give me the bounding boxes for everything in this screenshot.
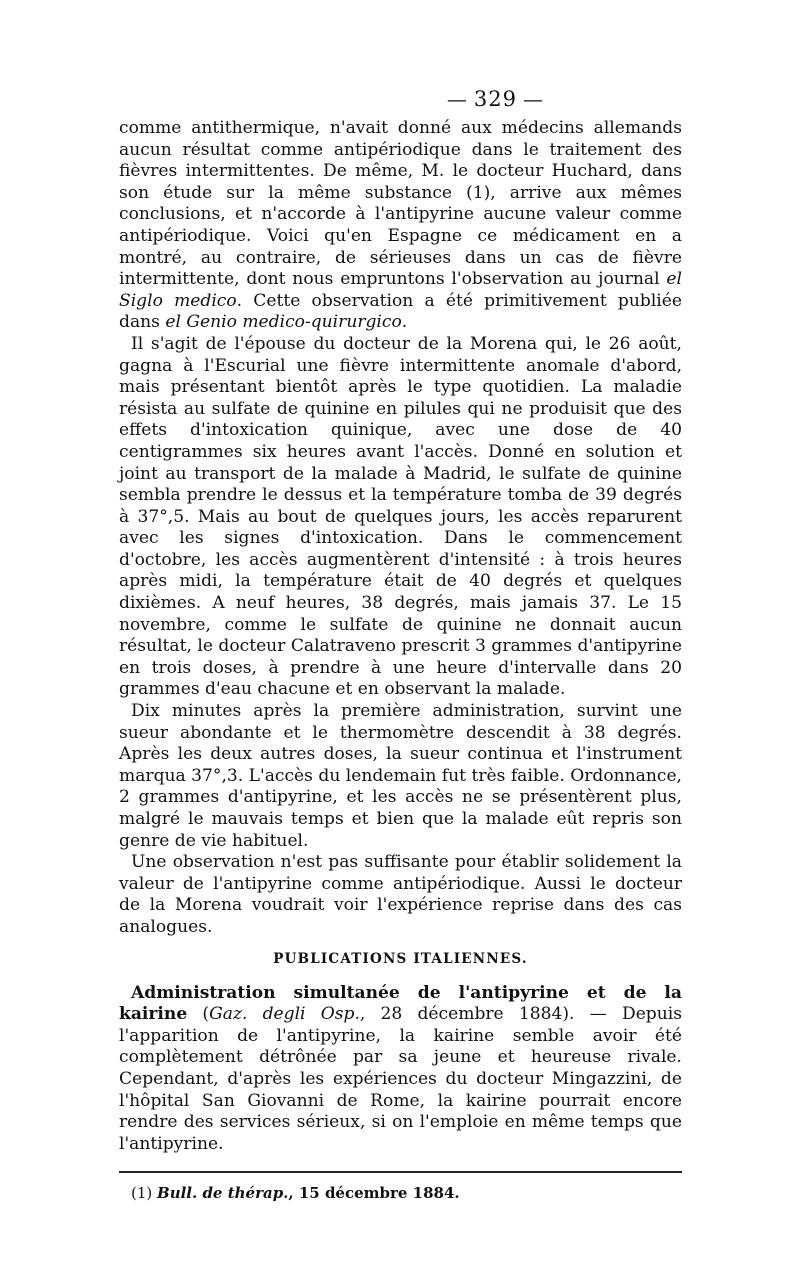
article-title: Administration simultanée de l'antipyrine et de la kairine [119, 982, 682, 1025]
journal-title: el Siglo medico [119, 269, 682, 311]
article-source-journal: Gaz. degli Osp. [209, 1004, 360, 1025]
paragraph-text: comme antithermique, n'avait donné aux médecins allemands aucun résultat comme antipériodique dans le traitement des fièvres intermittentes. De même, M. le docteur Huchard, dans son étude sur la même substance (1), arrive aux mêmes conclusions, et n'accorde à l'antipyrine aucune valeur comme antipériodique. Voici qu'en Espagne ce médicament en a montré, au contraire, de sérieuses dans un cas de fièvre intermittente, dont nous empruntons l'observation au journal [119, 118, 682, 290]
footnote-date: , 15 décembre 1884. [288, 1184, 460, 1203]
footnote-marker: (1) [131, 1184, 158, 1203]
footnote [119, 1183, 682, 1203]
footnote-divider [119, 1171, 682, 1173]
article-source-date: , 28 décembre 1884). — [359, 1004, 622, 1025]
page-number-dash-left: — [446, 87, 468, 111]
article-source-open: ( [187, 1004, 210, 1025]
journal-title: el Genio medico-quirurgico [165, 312, 402, 333]
page-number-dash-right: — [523, 87, 544, 111]
paragraph-text: . [401, 312, 408, 333]
page [119, 86, 682, 1203]
page-number-value: 329 [473, 87, 517, 111]
article-body: Depuis l'apparition de l'antipyrine, la kairine semble avoir été complètement détrônée par sa jeune et heureuse rivale. Cependant, d'après les expériences du docteur Mingazzini, de l'hôpital San Giovanni de Rome, la kairine pourrait encore rendre des services sérieux, si on l'emploie en même temps que l'antipyrine. [119, 1004, 682, 1154]
paragraph-text: . Cette observation a été primitivement publiée dans [119, 290, 682, 333]
paragraph-case-description: Il s'agit de l'épouse du docteur de la Morena qui, le 26 août, gagna à l'Escurial une fièvre intermittente anomale d'abord, mais présentant bientôt après le type quotidien. La maladie résista au sulfate de quinine en pilules qui ne produisit que des effets d'intoxication quinique, avec une dose de 40 centigrammes six heures avant l'accès. Donné en solution et joint au transport de la malade à Madrid, le sulfate de quinine sembla prendre le dessus et la température tomba de 39 degrés à 37°,5. Mais au bout de quelques jours, les accès reparurent avec les signes d'intoxication. Dans le commencement d'octobre, les accès augmentèrent d'intensité : à trois heures après midi, la température était de 40 degrés et quelques dixièmes. A neuf heures, 38 degrés, mais jamais 37. Le 15 novembre, comme le sulfate de quinine ne donnait aucun résultat, le docteur Calatraveno prescrit 3 grammes d'antipyrine en trois doses, à prendre à une heure d'intervalle dans 20 grammes d'eau chacune et en observant la malade. [119, 333, 682, 700]
section-heading [119, 951, 682, 967]
paragraph-treatment-result: Dix minutes après la première administration, survint une sueur abondante et le thermomètre descendit à 38 degrés. Après les deux autres doses, la sueur continua et l'instrument marqua 37°,3. L'accès du lendemain fut très faible. Ordonnance, 2 grammes d'antipyrine, et les accès ne se présentèrent plus, malgré le mauvais temps et bien que la malade eût repris son genre de vie habituel. [119, 701, 682, 851]
footnote-journal: Bull. de thérap. [157, 1184, 289, 1203]
page-number [119, 86, 682, 118]
article-paragraph [119, 983, 682, 1156]
section-heading-text: PUBLICATIONS ITALIENNES. [273, 950, 528, 967]
paragraph-conclusion: Une observation n'est pas suffisante pour établir solidement la valeur de l'antipyrine comme antipériodique. Aussi le docteur de la Morena voudrait voir l'expérience reprise dans des cas analogues. [119, 852, 682, 937]
paragraph-continuation [119, 118, 682, 334]
